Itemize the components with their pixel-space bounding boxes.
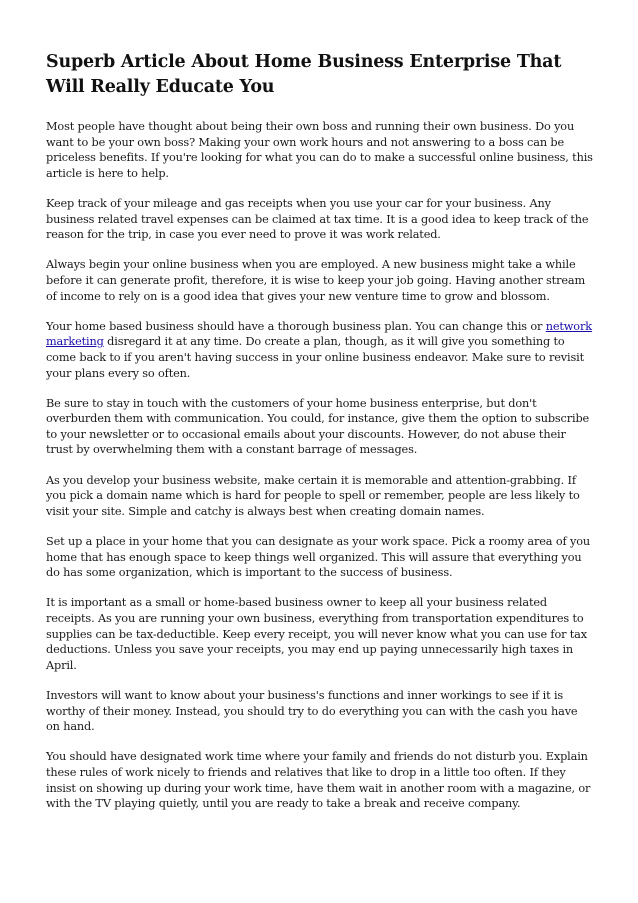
paragraph-work-time: You should have designated work time where your family and friends do not disturb you. Explain these rules of work nicely to friends and relatives that like to drop in a little too often. If they insist on showing up during your work time, have them wait in another room with a magazine, or with the TV playing quietly, until you are ready to take a break and receive company. <box>46 750 591 811</box>
paragraph-text: disregard it at any time. Do create a plan, though, as it will give you something to come back to if you aren't having success in your online business endeavor. Make sure to revisit your plans every so often. <box>46 335 584 380</box>
paragraph-investors: Investors will want to know about your business's functions and inner workings to see if it is worthy of their money. Instead, you should try to do everything you can with the cash you have on hand. <box>46 688 578 734</box>
paragraph-intro: Most people have thought about being their own boss and running their own business. Do you want to be your own boss? Making your own work hours and not answering to a boss can be priceless benefits. If you're looking for what you can do to make a successful online business, this article is here to help. <box>46 120 593 180</box>
network-marketing-link[interactable]: network marketing <box>46 319 592 349</box>
paragraph-text: Your home based business should have a thorough business plan. You can change this or <box>46 319 546 333</box>
paragraph-work-space: Set up a place in your home that you can designate as your work space. Pick a roomy area of you home that has enough space to keep things well organized. This will assure that everything you do has some organization, which is important to the success of business. <box>46 535 590 580</box>
paragraph-website: As you develop your business website, make certain it is memorable and attention-grabbing. If you pick a domain name which is hard for people to spell or remember, people are less likely to visit your site. Simple and catchy is always best when creating domain names. <box>46 473 580 518</box>
paragraph-business-plan <box>46 319 594 381</box>
article-title: Superb Article About Home Business Enterprise That Will Really Educate You <box>46 52 562 97</box>
paragraph-mileage: Keep track of your mileage and gas receipts when you use your car for your business. Any business related travel expenses can be claimed at tax time. It is a good idea to keep track of the reason for the trip, in case you ever need to prove it was work related. <box>46 196 589 242</box>
document-page <box>46 50 594 826</box>
paragraph-customers: Be sure to stay in touch with the customers of your home business enterprise, but don't overburden them with communication. You could, for instance, give them the option to subscribe to your newsletter or to occasional emails about your discounts. However, do not abuse their trust by overwhelming them with a constant barrage of messages. <box>46 396 590 457</box>
paragraph-employed: Always begin your online business when you are employed. A new business might take a while before it can generate profit, therefore, it is wise to keep your job going. Having another stream of income to rely on is a good idea that gives your new venture time to grow and blossom. <box>46 258 586 303</box>
paragraph-receipts: It is important as a small or home-based business owner to keep all your business related receipts. As you are running your own business, everything from transportation expenditures to supplies can be tax-deductible. Keep every receipt, you will never know what you can use for tax deductions. Unless you save your receipts, you may end up paying unnecessarily high taxes in April. <box>46 596 587 672</box>
